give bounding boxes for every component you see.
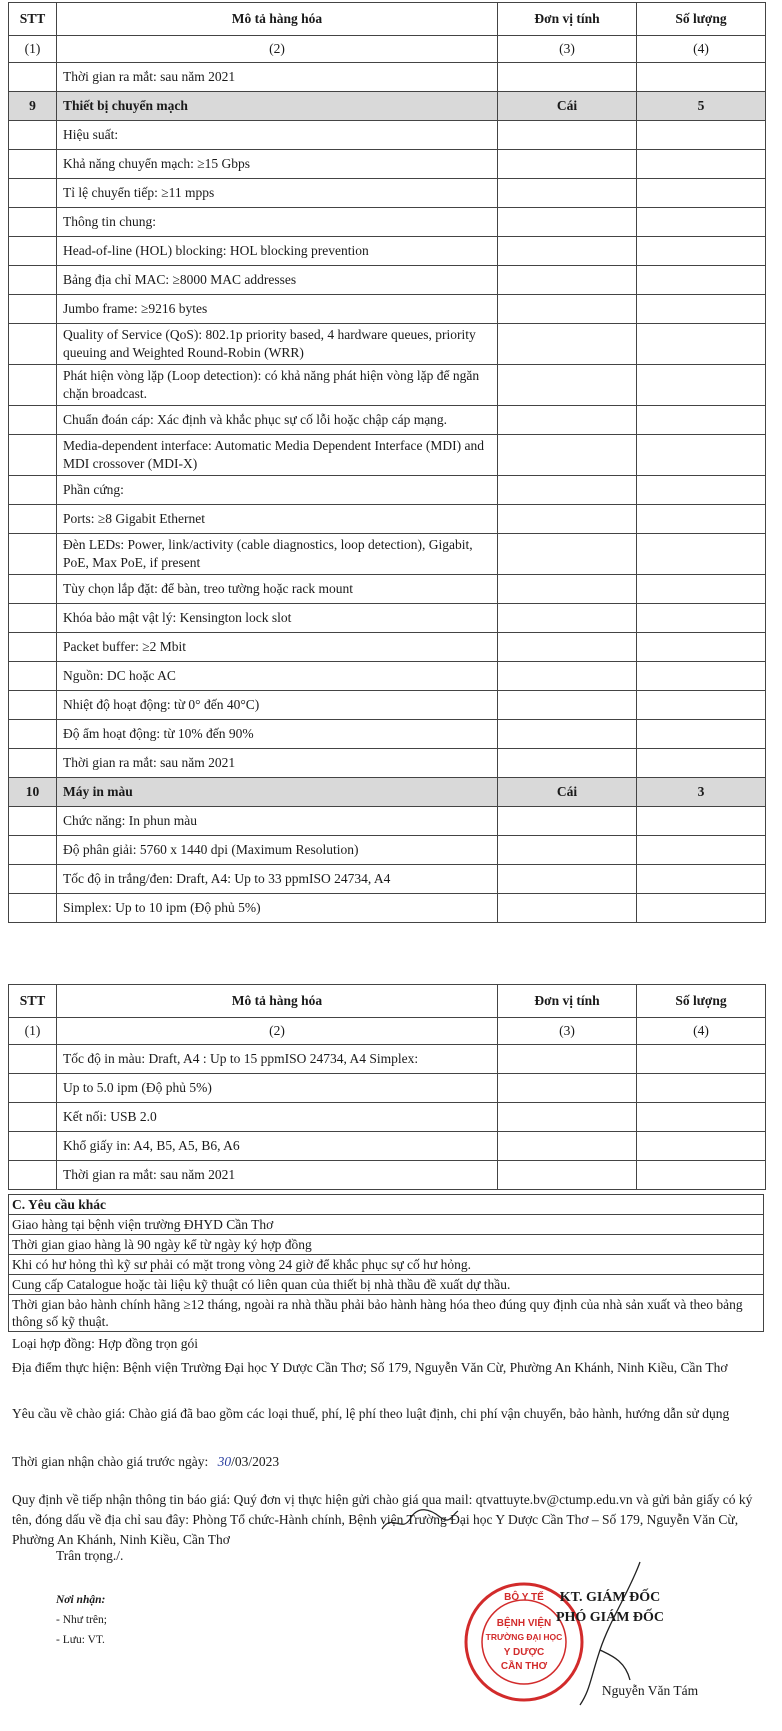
spec-row xyxy=(9,604,766,633)
cell-stt xyxy=(9,208,57,237)
cell-description: Khóa bảo mật vật lý: Kensington lock slot xyxy=(57,604,498,633)
cell-stt xyxy=(9,266,57,295)
other-requirements-table xyxy=(8,1194,764,1332)
cell-quantity xyxy=(637,435,766,476)
table-header-row xyxy=(9,985,766,1018)
requirement-item: Thời gian bảo hành chính hãng ≥12 tháng, ngoài ra nhà thầu phải bảo hành hàng hóa theo đúng quy định của nhà sản xuất và theo bảng thông số kỹ thuật. xyxy=(9,1295,764,1332)
spec-row xyxy=(9,720,766,749)
cell-unit xyxy=(498,865,637,894)
cell-unit: Cái xyxy=(498,778,637,807)
cell-quantity xyxy=(637,505,766,534)
cell-unit xyxy=(498,807,637,836)
quote-requirement: Yêu cầu về chào giá: Chào giá đã bao gồm các loại thuế, phí, lệ phí theo luật định, chi phí vận chuyển, bảo hành, hướng dẫn sử dụng xyxy=(12,1406,730,1421)
cell-quantity xyxy=(637,691,766,720)
cell-unit xyxy=(498,121,637,150)
deadline xyxy=(12,1452,772,1472)
cell-description: Kết nối: USB 2.0 xyxy=(57,1103,498,1132)
spec-row xyxy=(9,575,766,604)
cell-unit xyxy=(498,575,637,604)
cell-quantity xyxy=(637,1074,766,1103)
cell-stt: 10 xyxy=(9,778,57,807)
cell-description: Nguồn: DC hoặc AC xyxy=(57,662,498,691)
spec-row xyxy=(9,1045,766,1074)
cell-stt xyxy=(9,691,57,720)
cell-description: Thiết bị chuyển mạch xyxy=(57,92,498,121)
cell-description: Độ phân giải: 5760 x 1440 dpi (Maximum Resolution) xyxy=(57,836,498,865)
cell-description: Thời gian ra mắt: sau năm 2021 xyxy=(57,63,498,92)
recipient-line: - Lưu: VT. xyxy=(56,1634,105,1646)
cell-stt xyxy=(9,63,57,92)
stamp-line: Y DƯỢC xyxy=(503,1647,545,1658)
spec-row xyxy=(9,365,766,406)
cell-quantity xyxy=(637,150,766,179)
cell-unit xyxy=(498,406,637,435)
cell-stt xyxy=(9,575,57,604)
cell-stt xyxy=(9,865,57,894)
cell-description: Simplex: Up to 10 ipm (Độ phủ 5%) xyxy=(57,894,498,923)
signature-title-2: PHÓ GIÁM ĐỐC xyxy=(555,1610,665,1625)
cell-unit xyxy=(498,749,637,778)
requirement-item: Thời gian giao hàng là 90 ngày kể từ ngày ký hợp đồng xyxy=(9,1235,764,1255)
spec-row xyxy=(9,749,766,778)
spec-row xyxy=(9,505,766,534)
cell-stt: 9 xyxy=(9,92,57,121)
cell-stt xyxy=(9,1074,57,1103)
cell-description: Jumbo frame: ≥9216 bytes xyxy=(57,295,498,324)
cell-stt xyxy=(9,633,57,662)
cell-description: Phần cứng: xyxy=(57,476,498,505)
cell-quantity xyxy=(637,749,766,778)
cell-description: Ports: ≥8 Gigabit Ethernet xyxy=(57,505,498,534)
header-description: Mô tả hàng hóa xyxy=(57,3,498,36)
spec-row xyxy=(9,662,766,691)
cell-description: Tỉ lệ chuyển tiếp: ≥11 mpps xyxy=(57,179,498,208)
spec-row xyxy=(9,1132,766,1161)
cell-quantity xyxy=(637,295,766,324)
spec-row xyxy=(9,295,766,324)
cell-unit xyxy=(498,720,637,749)
stamp-top-text: BỘ Y TẾ xyxy=(504,1592,544,1603)
cell-stt xyxy=(9,476,57,505)
recipients-label: Nơi nhận: xyxy=(56,1594,106,1606)
cell-description: Thông tin chung: xyxy=(57,208,498,237)
cell-stt xyxy=(9,150,57,179)
cell-description: Thời gian ra mắt: sau năm 2021 xyxy=(57,1161,498,1190)
cell-unit xyxy=(498,208,637,237)
cell-stt xyxy=(9,1045,57,1074)
spec-row xyxy=(9,435,766,476)
cell-description: Tốc độ in màu: Draft, A4 : Up to 15 ppmISO 24734, A4 Simplex: xyxy=(57,1045,498,1074)
cell-unit xyxy=(498,505,637,534)
cell-quantity xyxy=(637,324,766,365)
cell-stt xyxy=(9,1132,57,1161)
cell-unit xyxy=(498,324,637,365)
cell-unit xyxy=(498,691,637,720)
col-number: (3) xyxy=(498,1018,637,1045)
spec-table-2 xyxy=(8,984,766,1190)
cell-quantity xyxy=(637,807,766,836)
cell-description: Chức năng: In phun màu xyxy=(57,807,498,836)
cell-stt xyxy=(9,237,57,266)
cell-unit xyxy=(498,1045,637,1074)
col-number: (3) xyxy=(498,36,637,63)
cell-description: Quality of Service (QoS): 802.1p priority based, 4 hardware queues, priority queuing and Weighted Round-Robin (WRR) xyxy=(57,324,498,365)
cell-unit xyxy=(498,662,637,691)
recipients xyxy=(56,1590,107,1650)
item-group-row xyxy=(9,92,766,121)
cell-stt xyxy=(9,1161,57,1190)
cell-stt xyxy=(9,505,57,534)
spec-row xyxy=(9,691,766,720)
stamp-line: CẦN THƠ xyxy=(500,1661,548,1672)
cell-stt xyxy=(9,435,57,476)
header-unit: Đơn vị tính xyxy=(498,985,637,1018)
initial-mark xyxy=(380,1505,460,1535)
cell-quantity xyxy=(637,179,766,208)
col-number: (4) xyxy=(637,1018,766,1045)
cell-description: Nhiệt độ hoạt động: từ 0° đến 40°C) xyxy=(57,691,498,720)
cell-quantity: 5 xyxy=(637,92,766,121)
cell-description: Độ ẩm hoạt động: từ 10% đến 90% xyxy=(57,720,498,749)
cell-quantity xyxy=(637,633,766,662)
stamp-line: BỆNH VIỆN xyxy=(496,1618,552,1629)
cell-quantity xyxy=(637,720,766,749)
cell-quantity xyxy=(637,1103,766,1132)
cell-quantity xyxy=(637,406,766,435)
other-requirements-heading: C. Yêu cầu khác xyxy=(9,1195,764,1215)
cell-description: Máy in màu xyxy=(57,778,498,807)
spec-row xyxy=(9,208,766,237)
cell-description: Bảng địa chỉ MAC: ≥8000 MAC addresses xyxy=(57,266,498,295)
cell-unit xyxy=(498,150,637,179)
signer-name: Nguyễn Văn Tám xyxy=(601,1683,699,1698)
cell-unit xyxy=(498,365,637,406)
closing: Trân trọng./. xyxy=(56,1548,124,1563)
cell-description: Phát hiện vòng lặp (Loop detection): có khả năng phát hiện vòng lặp để ngăn chặn broadcast. xyxy=(57,365,498,406)
cell-description: Khả năng chuyển mạch: ≥15 Gbps xyxy=(57,150,498,179)
cell-stt xyxy=(9,534,57,575)
cell-quantity xyxy=(637,1045,766,1074)
cell-quantity xyxy=(637,534,766,575)
cell-quantity xyxy=(637,121,766,150)
cell-unit xyxy=(498,1103,637,1132)
cell-unit xyxy=(498,266,637,295)
cell-unit xyxy=(498,633,637,662)
cell-quantity xyxy=(637,208,766,237)
spec-row xyxy=(9,150,766,179)
cell-stt xyxy=(9,121,57,150)
cell-stt xyxy=(9,807,57,836)
spec-row xyxy=(9,237,766,266)
spec-row xyxy=(9,865,766,894)
cell-quantity xyxy=(637,266,766,295)
spec-row xyxy=(9,1074,766,1103)
signature-block xyxy=(490,1588,730,1628)
requirement-item: Giao hàng tại bệnh viện trường ĐHYD Cần Thơ xyxy=(9,1215,764,1235)
spec-row xyxy=(9,807,766,836)
col-number: (2) xyxy=(57,1018,498,1045)
cell-quantity xyxy=(637,575,766,604)
item-group-row xyxy=(9,778,766,807)
cell-description: Đèn LEDs: Power, link/activity (cable diagnostics, loop detection), Gigabit, PoE, Max PoE, if present xyxy=(57,534,498,575)
deadline-day: 30 xyxy=(217,1454,232,1469)
cell-description: Tùy chọn lắp đặt: để bàn, treo tường hoặc rack mount xyxy=(57,575,498,604)
header-quantity: Số lượng xyxy=(637,3,766,36)
cell-description: Up to 5.0 ipm (Độ phủ 5%) xyxy=(57,1074,498,1103)
deadline-label: Thời gian nhận chào giá trước ngày: xyxy=(12,1454,209,1469)
spec-row xyxy=(9,179,766,208)
cell-description: Packet buffer: ≥2 Mbit xyxy=(57,633,498,662)
table-header-row xyxy=(9,3,766,36)
cell-unit xyxy=(498,237,637,266)
location: Địa điểm thực hiện: Bệnh viện Trường Đại học Y Dược Cần Thơ; Số 179, Nguyễn Văn Cừ, Phường An Khánh, Ninh Kiều, Cần Thơ xyxy=(12,1360,728,1375)
contract-type: Loại hợp đồng: Hợp đồng trọn gói xyxy=(12,1336,199,1351)
col-number: (1) xyxy=(9,1018,57,1045)
cell-quantity xyxy=(637,894,766,923)
cell-stt xyxy=(9,365,57,406)
cell-unit xyxy=(498,1074,637,1103)
col-number: (2) xyxy=(57,36,498,63)
signature-title-1: KT. GIÁM ĐỐC xyxy=(559,1590,661,1605)
cell-stt xyxy=(9,894,57,923)
spec-row xyxy=(9,534,766,575)
col-number: (1) xyxy=(9,36,57,63)
cell-stt xyxy=(9,720,57,749)
cell-stt xyxy=(9,179,57,208)
spec-row xyxy=(9,121,766,150)
cell-unit xyxy=(498,295,637,324)
column-number-row xyxy=(9,36,766,63)
spec-row xyxy=(9,633,766,662)
requirement-item: Cung cấp Catalogue hoặc tài liệu kỹ thuật có liên quan của thiết bị nhà thầu đề xuất dự thầu. xyxy=(9,1275,764,1295)
cell-unit xyxy=(498,604,637,633)
cell-quantity xyxy=(637,1132,766,1161)
cell-stt xyxy=(9,324,57,365)
header-unit: Đơn vị tính xyxy=(498,3,637,36)
cell-unit: Cái xyxy=(498,92,637,121)
spec-row xyxy=(9,894,766,923)
cell-quantity xyxy=(637,836,766,865)
cell-quantity xyxy=(637,604,766,633)
recipient-line: - Như trên; xyxy=(56,1614,107,1626)
spec-row xyxy=(9,1103,766,1132)
stamp-line: TRƯỜNG ĐẠI HỌC xyxy=(485,1632,563,1642)
cell-stt xyxy=(9,749,57,778)
spec-row xyxy=(9,406,766,435)
cell-description: Hiệu suất: xyxy=(57,121,498,150)
cell-stt xyxy=(9,1103,57,1132)
header-quantity: Số lượng xyxy=(637,985,766,1018)
cell-stt xyxy=(9,406,57,435)
cell-description: Thời gian ra mắt: sau năm 2021 xyxy=(57,749,498,778)
cell-unit xyxy=(498,894,637,923)
spec-row xyxy=(9,1161,766,1190)
cell-stt xyxy=(9,604,57,633)
cell-unit xyxy=(498,1132,637,1161)
cell-quantity xyxy=(637,662,766,691)
col-number: (4) xyxy=(637,36,766,63)
deadline-rest: /03/2023 xyxy=(231,1454,280,1469)
cell-unit xyxy=(498,836,637,865)
cell-unit xyxy=(498,179,637,208)
spec-row xyxy=(9,476,766,505)
cell-unit xyxy=(498,534,637,575)
header-stt: STT xyxy=(9,985,57,1018)
cell-quantity xyxy=(637,865,766,894)
cell-quantity xyxy=(637,63,766,92)
header-description: Mô tả hàng hóa xyxy=(57,985,498,1018)
column-number-row xyxy=(9,1018,766,1045)
cell-description: Media-dependent interface: Automatic Media Dependent Interface (MDI) and MDI crossover (MDI-X) xyxy=(57,435,498,476)
cell-stt xyxy=(9,836,57,865)
cell-quantity xyxy=(637,237,766,266)
cell-description: Head-of-line (HOL) blocking: HOL blocking prevention xyxy=(57,237,498,266)
cell-description: Khổ giấy in: A4, B5, A5, B6, A6 xyxy=(57,1132,498,1161)
spec-table-1 xyxy=(8,2,766,923)
cell-stt xyxy=(9,295,57,324)
cell-description: Tốc độ in trắng/đen: Draft, A4: Up to 33 ppmISO 24734, A4 xyxy=(57,865,498,894)
cell-quantity xyxy=(637,476,766,505)
requirement-item: Khi có hư hỏng thì kỹ sư phải có mặt trong vòng 24 giờ để khắc phục sự cố hư hỏng. xyxy=(9,1255,764,1275)
cell-description: Chuẩn đoán cáp: Xác định và khắc phục sự cố lỗi hoặc chập cáp mạng. xyxy=(57,406,498,435)
cell-stt xyxy=(9,662,57,691)
cell-unit xyxy=(498,476,637,505)
spec-row xyxy=(9,324,766,365)
cell-unit xyxy=(498,1161,637,1190)
submission-rule: Quy định về tiếp nhận thông tin báo giá: Quý đơn vị thực hiện gửi chào giá qua mail: qtvattuyte.bv@ctump.edu.vn và gửi bản giấy có ký tên, đóng dấu về địa chỉ sau đây: Phòng Tổ chức-Hành chính, Bệnh viện Trường Đại học Y Dược Cần Thơ – Số 179, Nguyễn Văn Cừ, Phường An Khánh, Ninh Kiều, Cần Thơ xyxy=(12,1492,753,1547)
cell-unit xyxy=(498,435,637,476)
spec-row xyxy=(9,63,766,92)
spec-row xyxy=(9,266,766,295)
cell-unit xyxy=(498,63,637,92)
spec-row xyxy=(9,836,766,865)
cell-quantity xyxy=(637,365,766,406)
header-stt: STT xyxy=(9,3,57,36)
cell-quantity: 3 xyxy=(637,778,766,807)
cell-quantity xyxy=(637,1161,766,1190)
